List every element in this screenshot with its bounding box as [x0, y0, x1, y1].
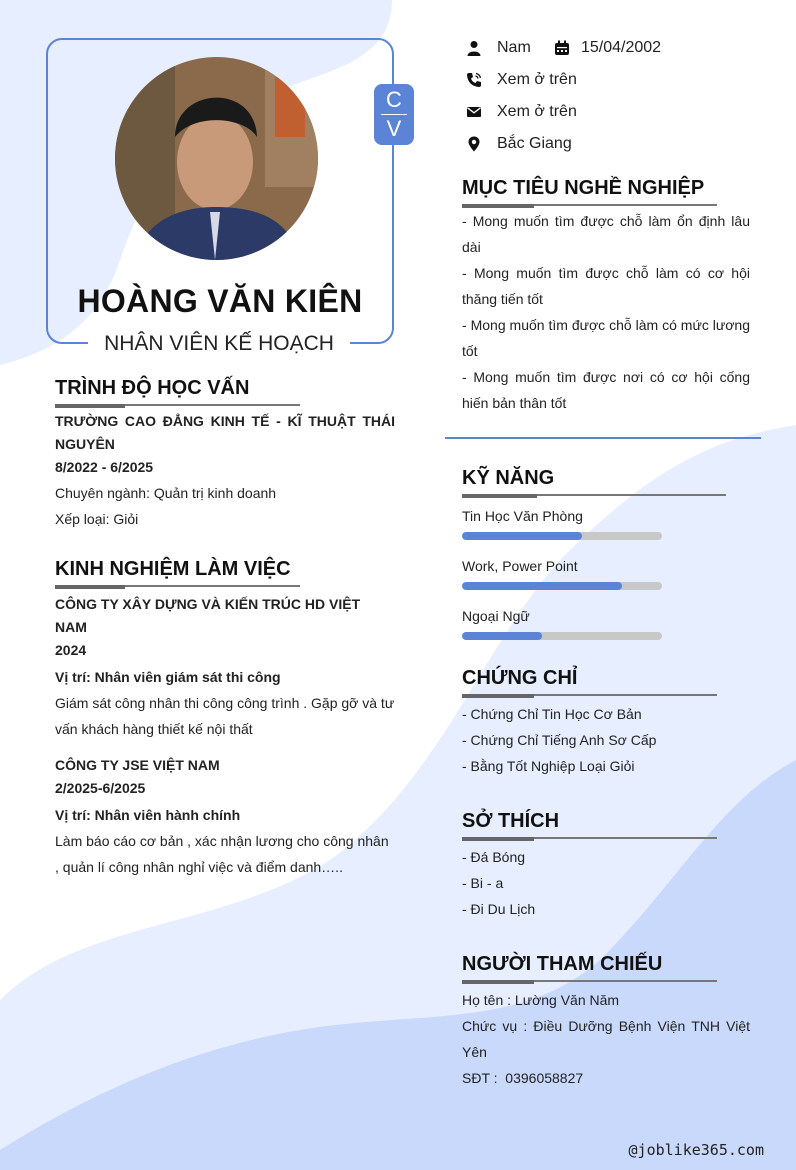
objective-item: - Mong muốn tìm được chỗ làm ổn định lâu dài	[462, 213, 750, 255]
hobby-item: - Bi - a	[462, 875, 504, 891]
profile-photo	[115, 57, 318, 260]
education-heading-line	[55, 404, 300, 406]
reference-position: Chức vụ : Điều Dưỡng Bệnh Viện TNH Việt Yên	[462, 1018, 750, 1060]
hobbies-heading-line	[462, 837, 717, 839]
contact-info	[466, 36, 766, 156]
skill-item	[462, 506, 752, 540]
contact-row-gender-birthday	[466, 36, 766, 60]
email-value: Xem ở trên	[497, 103, 577, 120]
skill-bar	[462, 582, 662, 590]
skill-bar-fill	[462, 532, 582, 540]
reference-phone: SĐT : 0396058827	[462, 1070, 584, 1086]
skill-item	[462, 556, 752, 590]
hobbies-heading: SỞ THÍCH	[462, 810, 560, 832]
job-description: Làm báo cáo cơ bản , xác nhận lương cho công nhân , quản lí công nhân nghỉ việc và điểm danh…..	[55, 833, 389, 875]
objective-item: - Mong muốn tìm được chỗ làm có cơ hội thăng tiến tốt	[462, 265, 750, 307]
certificate-item: - Chứng Chỉ Tin Học Cơ Bản	[462, 706, 642, 722]
footer-watermark: @joblike365.com	[628, 1141, 764, 1159]
experience-heading-line	[55, 585, 300, 587]
skill-item	[462, 606, 752, 640]
skills-section	[462, 467, 752, 640]
experience-heading: KINH NGHIỆM LÀM VIỆC	[55, 558, 291, 580]
section-divider	[445, 437, 761, 439]
education-school: TRƯỜNG CAO ĐẲNG KINH TẾ - KĨ THUẬT THÁI NGUYÊN	[55, 413, 395, 452]
education-major: Chuyên ngành: Quản trị kinh doanh	[55, 485, 277, 501]
cv-badge-bottom: V	[386, 116, 402, 141]
experience-section	[55, 558, 395, 880]
objective-heading-line	[462, 204, 717, 206]
reference-section	[462, 953, 750, 1091]
certificates-section	[462, 667, 752, 779]
job-title: NHÂN VIÊN KẾ HOẠCH	[104, 332, 334, 355]
objective-heading: MỤC TIÊU NGHỀ NGHIỆP	[462, 177, 705, 199]
skills-heading-line	[462, 494, 726, 496]
education-rank: Xếp loại: Giỏi	[55, 511, 139, 527]
objective-item: - Mong muốn tìm được nơi có cơ hội cống hiến bản thân tốt	[462, 369, 750, 411]
envelope-icon	[466, 104, 482, 120]
hobby-item: - Đá Bóng	[462, 849, 526, 865]
gender-value: Nam	[497, 39, 531, 56]
birthday-value: 15/04/2002	[581, 39, 662, 56]
job-period: 2024	[55, 642, 87, 658]
reference-heading-line	[462, 980, 717, 982]
education-period: 8/2022 - 6/2025	[55, 459, 154, 475]
job-position: Vị trí: Nhân viên giám sát thi công	[55, 669, 281, 685]
job-description: Giám sát công nhân thi công công trình . Gặp gỡ và tư vấn khách hàng thiết kế nội thất	[55, 695, 395, 737]
person-icon	[466, 40, 482, 56]
contact-row-phone	[466, 68, 766, 92]
address-value: Bắc Giang	[497, 135, 572, 152]
candidate-name: HOÀNG VĂN KIÊN	[77, 283, 363, 319]
skill-name: Work, Power Point	[462, 558, 578, 574]
education-heading: TRÌNH ĐỘ HỌC VẤN	[55, 377, 250, 399]
skill-name: Ngoại Ngữ	[462, 608, 530, 624]
skill-bar-fill	[462, 582, 622, 590]
objective-section	[462, 177, 750, 416]
phone-icon	[466, 72, 482, 88]
reference-name: Họ tên : Lường Văn Năm	[462, 992, 620, 1008]
skill-bar	[462, 632, 662, 640]
objective-item: - Mong muốn tìm được chỗ làm có mức lương tốt	[462, 317, 750, 359]
job-position: Vị trí: Nhân viên hành chính	[55, 807, 241, 823]
cv-badge-top: C	[386, 87, 402, 112]
job-company: CÔNG TY JSE VIỆT NAM	[55, 757, 220, 773]
experience-job	[55, 593, 395, 742]
certificates-heading-line	[462, 694, 717, 696]
skill-bar	[462, 532, 662, 540]
experience-job	[55, 754, 395, 880]
job-title-wrap	[88, 330, 350, 358]
hobby-item: - Đi Du Lịch	[462, 901, 536, 917]
contact-row-address	[466, 132, 766, 156]
reference-heading: NGƯỜI THAM CHIẾU	[462, 953, 663, 975]
certificate-item: - Bằng Tốt Nghiệp Loại Giỏi	[462, 758, 635, 774]
location-pin-icon	[466, 136, 482, 152]
calendar-icon	[554, 40, 570, 56]
skills-heading: KỸ NĂNG	[462, 467, 555, 489]
certificate-item: - Chứng Chỉ Tiếng Anh Sơ Cấp	[462, 732, 657, 748]
hobbies-section	[462, 810, 752, 922]
skill-bar-fill	[462, 632, 542, 640]
certificates-heading: CHỨNG CHỈ	[462, 667, 578, 689]
education-section	[55, 377, 395, 532]
phone-value: Xem ở trên	[497, 71, 577, 88]
skill-name: Tin Học Văn Phòng	[462, 508, 583, 524]
job-company: CÔNG TY XÂY DỰNG VÀ KIẾN TRÚC HD VIỆT NAM	[55, 596, 361, 635]
cv-badge	[374, 84, 414, 145]
job-period: 2/2025-6/2025	[55, 780, 146, 796]
contact-row-email	[466, 100, 766, 124]
